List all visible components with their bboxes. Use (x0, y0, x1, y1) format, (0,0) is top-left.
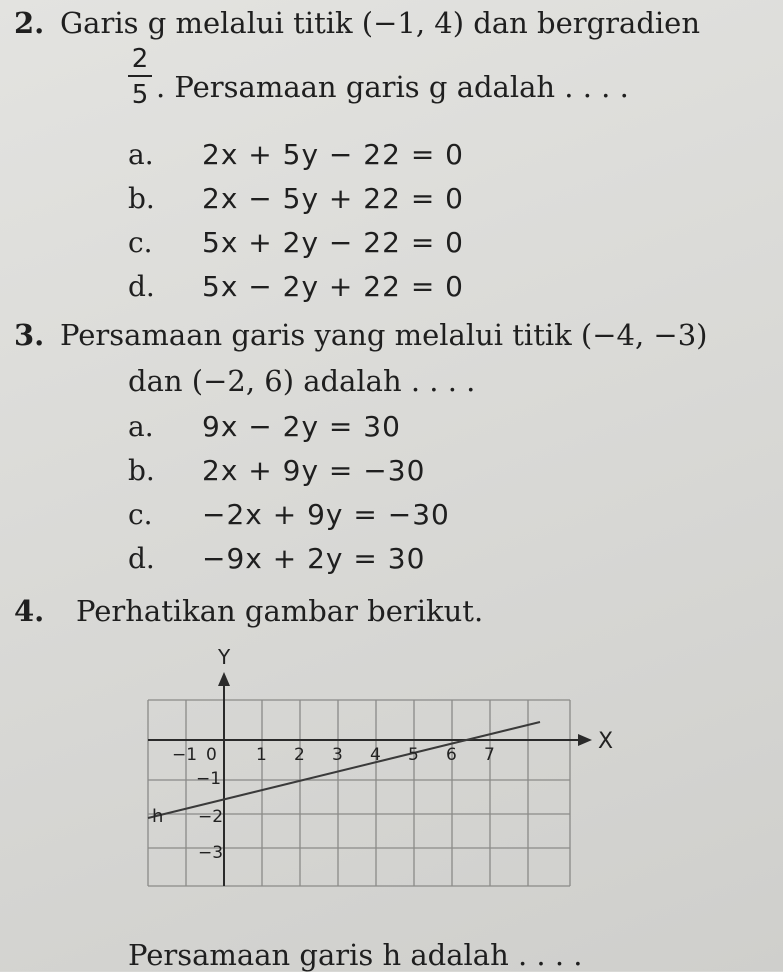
fraction-bar (128, 75, 152, 77)
q3-option-d-equation: −9x + 2y = 30 (202, 542, 426, 575)
q4-number: 4. (14, 594, 45, 628)
q2-option-b-letter: b. (128, 182, 155, 215)
q2-option-d-letter: d. (128, 270, 155, 303)
q3-option-a-equation: 9x − 2y = 30 (202, 410, 401, 443)
x-axis-label: X (598, 729, 614, 754)
q3-option-c-equation: −2x + 9y = −30 (202, 498, 450, 531)
y-tick-neg3: −3 (198, 843, 224, 863)
x-tick-7: 7 (484, 745, 495, 765)
q2-option-b-equation: 2x − 5y + 22 = 0 (202, 182, 464, 215)
q2-option-c-letter: c. (128, 226, 153, 259)
q2-text-line1: Garis g melalui titik (−1, 4) dan bergradien (60, 6, 701, 40)
x-tick-4: 4 (370, 745, 381, 765)
y-axis-label: Y (218, 645, 231, 669)
x-tick-2: 2 (294, 745, 305, 765)
coordinate-graph (140, 640, 620, 904)
q2-option-d-equation: 5x − 2y + 22 = 0 (202, 270, 464, 303)
x-tick-0: 0 (206, 745, 217, 765)
q3-option-b-equation: 2x + 9y = −30 (202, 454, 426, 487)
q2-number: 2. (14, 6, 45, 40)
x-tick-6: 6 (446, 745, 457, 765)
y-tick-neg2: −2 (198, 807, 224, 827)
q3-option-a-letter: a. (128, 410, 154, 443)
q4-footer-question: Persamaan garis h adalah . . . . (128, 938, 583, 972)
graph-svg (140, 640, 620, 900)
x-tick-5: 5 (408, 745, 419, 765)
x-axis-arrow-icon (578, 734, 592, 746)
y-axis-arrow-icon (218, 672, 230, 686)
x-tick-3: 3 (332, 745, 343, 765)
q3-option-c-letter: c. (128, 498, 153, 531)
q2-text-line2: . Persamaan garis g adalah . . . . (156, 70, 629, 104)
q3-text-line2: dan (−2, 6) adalah . . . . (128, 364, 476, 398)
q3-option-d-letter: d. (128, 542, 155, 575)
q2-option-a-letter: a. (128, 138, 154, 171)
y-tick-neg1: −1 (196, 769, 222, 789)
x-tick-1: 1 (256, 745, 267, 765)
q3-text-line1: Persamaan garis yang melalui titik (−4, −3) (60, 318, 708, 352)
q2-option-c-equation: 5x + 2y − 22 = 0 (202, 226, 464, 259)
line-h-label: h (152, 806, 164, 827)
q2-fraction-numerator: 2 (131, 44, 149, 74)
q2-option-a-equation: 2x + 5y − 22 = 0 (202, 138, 464, 171)
q2-fraction-denominator: 5 (131, 80, 149, 110)
x-tick-neg1: −1 (172, 745, 198, 765)
q4-text-line1: Perhatikan gambar berikut. (76, 594, 484, 628)
q3-number: 3. (14, 318, 45, 352)
q3-option-b-letter: b. (128, 454, 155, 487)
